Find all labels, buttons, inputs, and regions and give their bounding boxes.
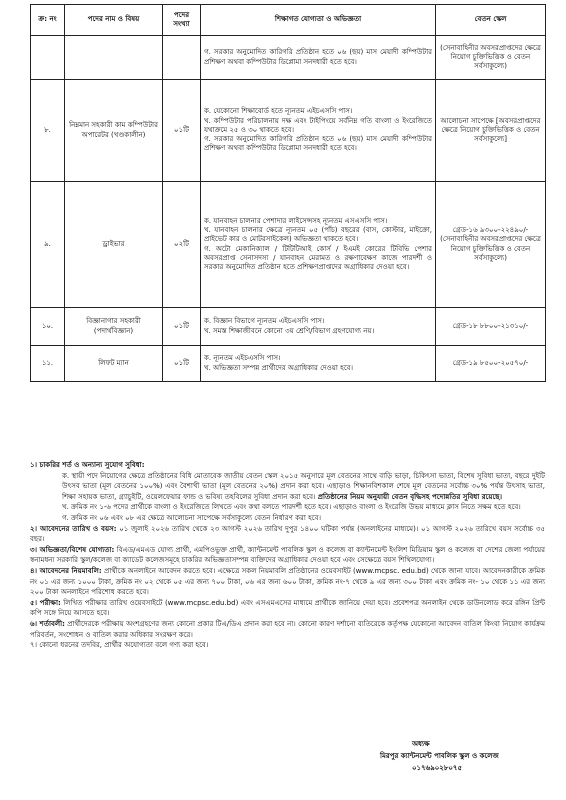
row-post-name: নিম্নমান সহকারী কাম কম্পিউটার অপারেটর (খণ্ডকালীন) <box>65 80 163 182</box>
row-post-name: বিজ্ঞানাগার সহকারী (পদার্থবিজ্ঞান) <box>65 308 163 346</box>
condition-label: ৩। অভিজ্ঞতা/বিশেষ যোগ্যতা: <box>30 545 115 554</box>
condition-4 <box>30 566 545 598</box>
header-qualification: শিক্ষাগত যোগ্যতা ও অভিজ্ঞতা <box>201 5 436 36</box>
row-post-count: ০২টি <box>163 182 201 308</box>
header-post-name: পদের নাম ও বিষয় <box>65 5 163 36</box>
condition-7: ৭। কোনো ধরনের তদবির, প্রার্থীর অযোগ্যতা বলে গণ্য করা হবে। <box>30 641 209 650</box>
row-post-count: ০১টি <box>163 346 201 382</box>
row-serial: ১১. <box>31 346 65 382</box>
header-pay-scale: বেতন স্কেল <box>436 5 546 36</box>
row-qualification <box>201 346 436 382</box>
qualification-line: ক. ন্যূনতম এইচএসসি পাস। <box>204 354 281 363</box>
row-post-name <box>65 36 163 80</box>
qualification-line: খ. যানবাহন চালনার ক্ষেত্রে ন্যূনতম ০৫ (পাঁচ) বছরের (বাস, কোস্টার, মাইক্রো, প্রাইভেট কার ও মোটরসাইকেল) অভিজ্ঞতা থাকতে হবে। <box>204 226 432 244</box>
row-pay-scale: গ্রেড-১৬ ৯৩০০-২২৪৯০/- (সেনাবাহিনীর অবসরপ্রাপ্তদের ক্ষেত্রে নিয়োগ চুক্তিভিত্তিক ও বেতন সর্বসাকুল্যে) <box>436 182 546 308</box>
condition-1-ga: গ. ক্রমিক নং ০৬ এবং ০৮ এর ক্ষেত্রে আলোচনা সাপেক্ষে সর্বসাকুল্যে বেতন নির্ধারণ করা হবে। <box>62 513 321 522</box>
condition-text: বিএড/এমএড যোগ্য প্রার্থী, এমপিওভুক্ত প্রার্থী, ক্যান্টনমেন্ট পাবলিক স্কুল ও কলেজ বা ক্যান্টনমেন্ট ইংলিশ মিডিয়াম স্কুল ও কলেজ বা দেশের জেলা পর্যায়ের স্বনামধন্য সরকারি স্কুল/কলেজ বা ক্যাডেট কলেজসমূহে চাকরির অভিজ্ঞতাসম্পন্ন ব্যক্তিদের অগ্রাধিকার দেওয়া হবে এবং সেক্ষেত্রে বয়স শিথিলযোগ্য। <box>30 545 545 565</box>
row-qualification <box>201 80 436 182</box>
row-qualification <box>201 36 436 80</box>
row-post-count: ০১টি <box>163 308 201 346</box>
qualification-line: খ. অভিজ্ঞতা সম্পন্ন প্রার্থীদের অগ্রাধিকার দেওয়া হবে। <box>204 363 354 372</box>
table-row <box>31 346 546 382</box>
row-post-name: লিফট ম্যান <box>65 346 163 382</box>
condition-label: ৫। পরীক্ষা: <box>30 598 61 607</box>
row-qualification <box>201 308 436 346</box>
condition-2 <box>30 524 545 545</box>
conditions-section <box>30 460 545 651</box>
row-post-count: ০১টি <box>163 80 201 182</box>
row-pay-scale: গ্রেড-১৮ ৮৮০০-২১৩১০/- <box>436 308 546 346</box>
row-serial: ৮. <box>31 80 65 182</box>
condition-label: ৪। আবেদনের নিয়মাবলি: <box>30 566 102 575</box>
condition-text: প্রার্থীকে অনলাইনে আবেদন করতে হবে। এক্ষেত্রে সকল নিয়মাবলি প্রতিষ্ঠানের ওয়েবসাইট (www.mcpsc. edu.bd) থেকে জানা যাবে। আবেদনকারীকে ক্রমিক নং ০১ এর জন্য ১০০০ টাকা, ক্রমিক নং ০২ থেকে ০৫ এর জন্য ৭০০ টাকা, ০৬ এর জন্য ৬০০ টাকা, ক্রমিক নং-৭ থেকে ৯ এর জন্য ৩০০ টাকা এবং ক্রমিক নং- ১০ থেকে ১১ এর জন্য ২০০ টাকা অনলাইনে পরিশোধ করতে হবে। <box>30 566 545 597</box>
table-header-row <box>31 5 546 36</box>
qualification-line: গ. সরকার অনুমোদিত কারিগরি প্রতিষ্ঠান হতে ০৬ (ছয়) মাস মেয়াদী কম্পিউটার প্রশিক্ষণ অথবা কম্পিউটার ডিপ্লোমা সনদধারী হতে হবে। <box>204 48 432 66</box>
table-row <box>31 182 546 308</box>
row-pay-scale: গ্রেড-১৯ ৮৫০০-২০৫৭০/- <box>436 346 546 382</box>
qualification-line: ক. বিজ্ঞান বিভাগে ন্যূনতম এইচএসসি পাস। <box>204 317 325 326</box>
header-serial: ক্র: নং <box>31 5 65 36</box>
row-serial: ১০. <box>31 308 65 346</box>
condition-6 <box>30 619 545 640</box>
row-serial: ৯. <box>31 182 65 308</box>
institution-name: মিরপুর ক্যান্টনমেন্ট পাবলিক স্কুল ও কলেজ <box>380 752 499 760</box>
condition-emphasis: প্রতিষ্ঠানের নিয়ম অনুযায়ী বেতন বৃদ্ধিসহ পদোন্নতির সুবিধা রয়েছে। <box>317 492 503 501</box>
row-post-name: ড্রাইভার <box>65 182 163 308</box>
table-row <box>31 308 546 346</box>
qualification-line: ক. যেকোনো শিক্ষাবোর্ড হতে ন্যূনতম এইচএসসি পাস। <box>204 107 353 116</box>
qualification-line: গ. সরকার অনুমোদিত কারিগরি প্রতিষ্ঠান হতে ০৬ (ছয়) মাস মেয়াদী কম্পিউটার প্রশিক্ষণ অথবা কম্পিউটার ডিপ্লোমা সনদধারী হতে হবে। <box>204 135 432 153</box>
qualification-line: গ. অটো মেকানিক্যাল / টিটিটিআই কোর্স / ইএমই কোরের টিবিভি পেশার অবসরপ্রাপ্ত সেনাসদস্য / যানবাহন মেরামত ও রক্ষণাবেক্ষণ কাজে পারদর্শী ও সরকার অনুমোদিত প্রতিষ্ঠান হতে প্রশিক্ষণপ্রাপ্তদের অগ্রাধিকার দেওয়া হবে। <box>204 244 432 271</box>
condition-text: প্রার্থীদেরকে পরীক্ষায় অংশগ্রহণের জন্য কোনো প্রকার টিএ/ডিএ প্রদান করা হবে না। কোনো কারণ দর্শানো ব্যতিরেকে কর্তৃপক্ষ যেকোনো আবেদন বাতিল কিংবা নিয়োগ কার্যক্রম পরিবর্তন, সংশোধন ও বাতিল করার অধিকার সংরক্ষণ করে। <box>30 619 545 639</box>
job-table <box>30 4 546 382</box>
row-post-count <box>163 36 201 80</box>
table-row <box>31 36 546 80</box>
qualification-line: খ. সমস্ত শিক্ষাজীবনে কোনো ৩য় শ্রেণি/বিভাগ গ্রহণযোগ্য নয়। <box>204 326 375 335</box>
header-post-count: পদের সংখ্যা <box>163 5 201 36</box>
row-serial <box>31 36 65 80</box>
condition-label: ২। আবেদনের তারিখ ও বয়স: <box>30 524 117 533</box>
qualification-line: ক. যানবাহন চালনার পেশাদার লাইসেন্সসহ ন্যূনতম এসএসসি পাস। <box>204 216 388 225</box>
row-pay-scale: (সেনাবাহিনীর অবসরপ্রাপ্তদের ক্ষেত্রে নিয়োগ চুক্তিভিত্তিক ও বেতন সর্বসাকুল্যে) <box>436 36 546 80</box>
condition-label: ৬। শর্তাবলী: <box>30 619 65 628</box>
condition-1-ka <box>30 471 545 503</box>
row-pay-scale: আলোচনা সাপেক্ষে [অবসরপ্রাপ্তদের ক্ষেত্রে নিয়োগ চুক্তিভিত্তিক ও বেতন সর্বসাকুল্যে] <box>436 80 546 182</box>
qualification-line: খ. কম্পিউটার পরিচালনায় দক্ষ এবং টাইপিংয়ে সর্বনিম্ন গতি বাংলা ও ইংরেজিতে যথাক্রমে ২৫ ও ৩০ থাকতে হবে। <box>204 116 432 134</box>
condition-text: লিখিত পরীক্ষার তারিখ ওয়েবসাইটে (www.mcpsc.edu.bd) এবং এসএমএসের মাধ্যমে প্রার্থীকে জানিয়ে দেয়া হবে। প্রবেশপত্র অনলাইন থেকে ডাউনলোড করে রঙ্গিন প্রিন্ট কপি সঙ্গে নিয়ে আসতে হবে। <box>30 598 546 618</box>
condition-3 <box>30 545 545 566</box>
signature-block <box>380 738 550 774</box>
condition-1-kha: খ. ক্রমিক নং ১-৬ পদের প্রার্থীকে বাংলা ও ইংরেজিতে লিখতে এবং কথা বলতে পারদর্শী হতে হবে। এছাড়াও বাংলা ও ইংরেজি উভয় মাধ্যমে ক্লাস নিতে সক্ষম হতে হবে। <box>62 503 521 512</box>
conditions-heading: ১। চাকরির শর্ত ও অন্যান্য সুযোগ সুবিধা: <box>30 461 145 469</box>
row-qualification <box>201 182 436 308</box>
table-row <box>31 80 546 182</box>
condition-text: ০১ জুলাই ২০২৬ তারিখ থেকে ২৩ আগস্ট ২০২৬ তারিখ দুপুর ১৪০০ ঘটিকা পর্যন্ত (অনলাইনের মাধ্যমে)। ০১ আগস্ট ২০২৬ তারিখে বয়স সর্বোচ্চ ৩৫ বছর। <box>30 524 545 544</box>
condition-text: ক. স্থায়ী পদে নিয়োগের ক্ষেত্রে প্রতিষ্ঠানের বিধি মোতাবেক জাতীয় বেতন স্কেল ২০১৫ অনুসারে মূল বেতনের সাথে বাড়ি ভাড়া, চিকিৎসা ভাতা, বিশেষ সুবিধা ভাতা, বছরে দুইটি উৎসব ভাতা (মূল বেতনের ১০০%) এবং বৈশাখী ভাতা (মূল বেতনের ২০%) প্রদান করা হবে। এছাড়াও শিক্ষানবিশকাল শেষে মূল বেতনের সর্বোচ্চ ৩০% পর্যন্ত উৎসাহ ভাতা, শিক্ষা সহায়ক ভাতা, গ্র্যাচুইটি, ওয়েলফেয়ার ফান্ড ও ভবিষ্য তহবিলের সুবিধা প্রদান করা হবে। <box>62 471 545 501</box>
contact-phone: ০১৭৬৯০২৮০৭৫ <box>412 764 463 772</box>
signatory-title: অধ্যক্ষ <box>412 740 430 748</box>
condition-5 <box>30 598 545 619</box>
